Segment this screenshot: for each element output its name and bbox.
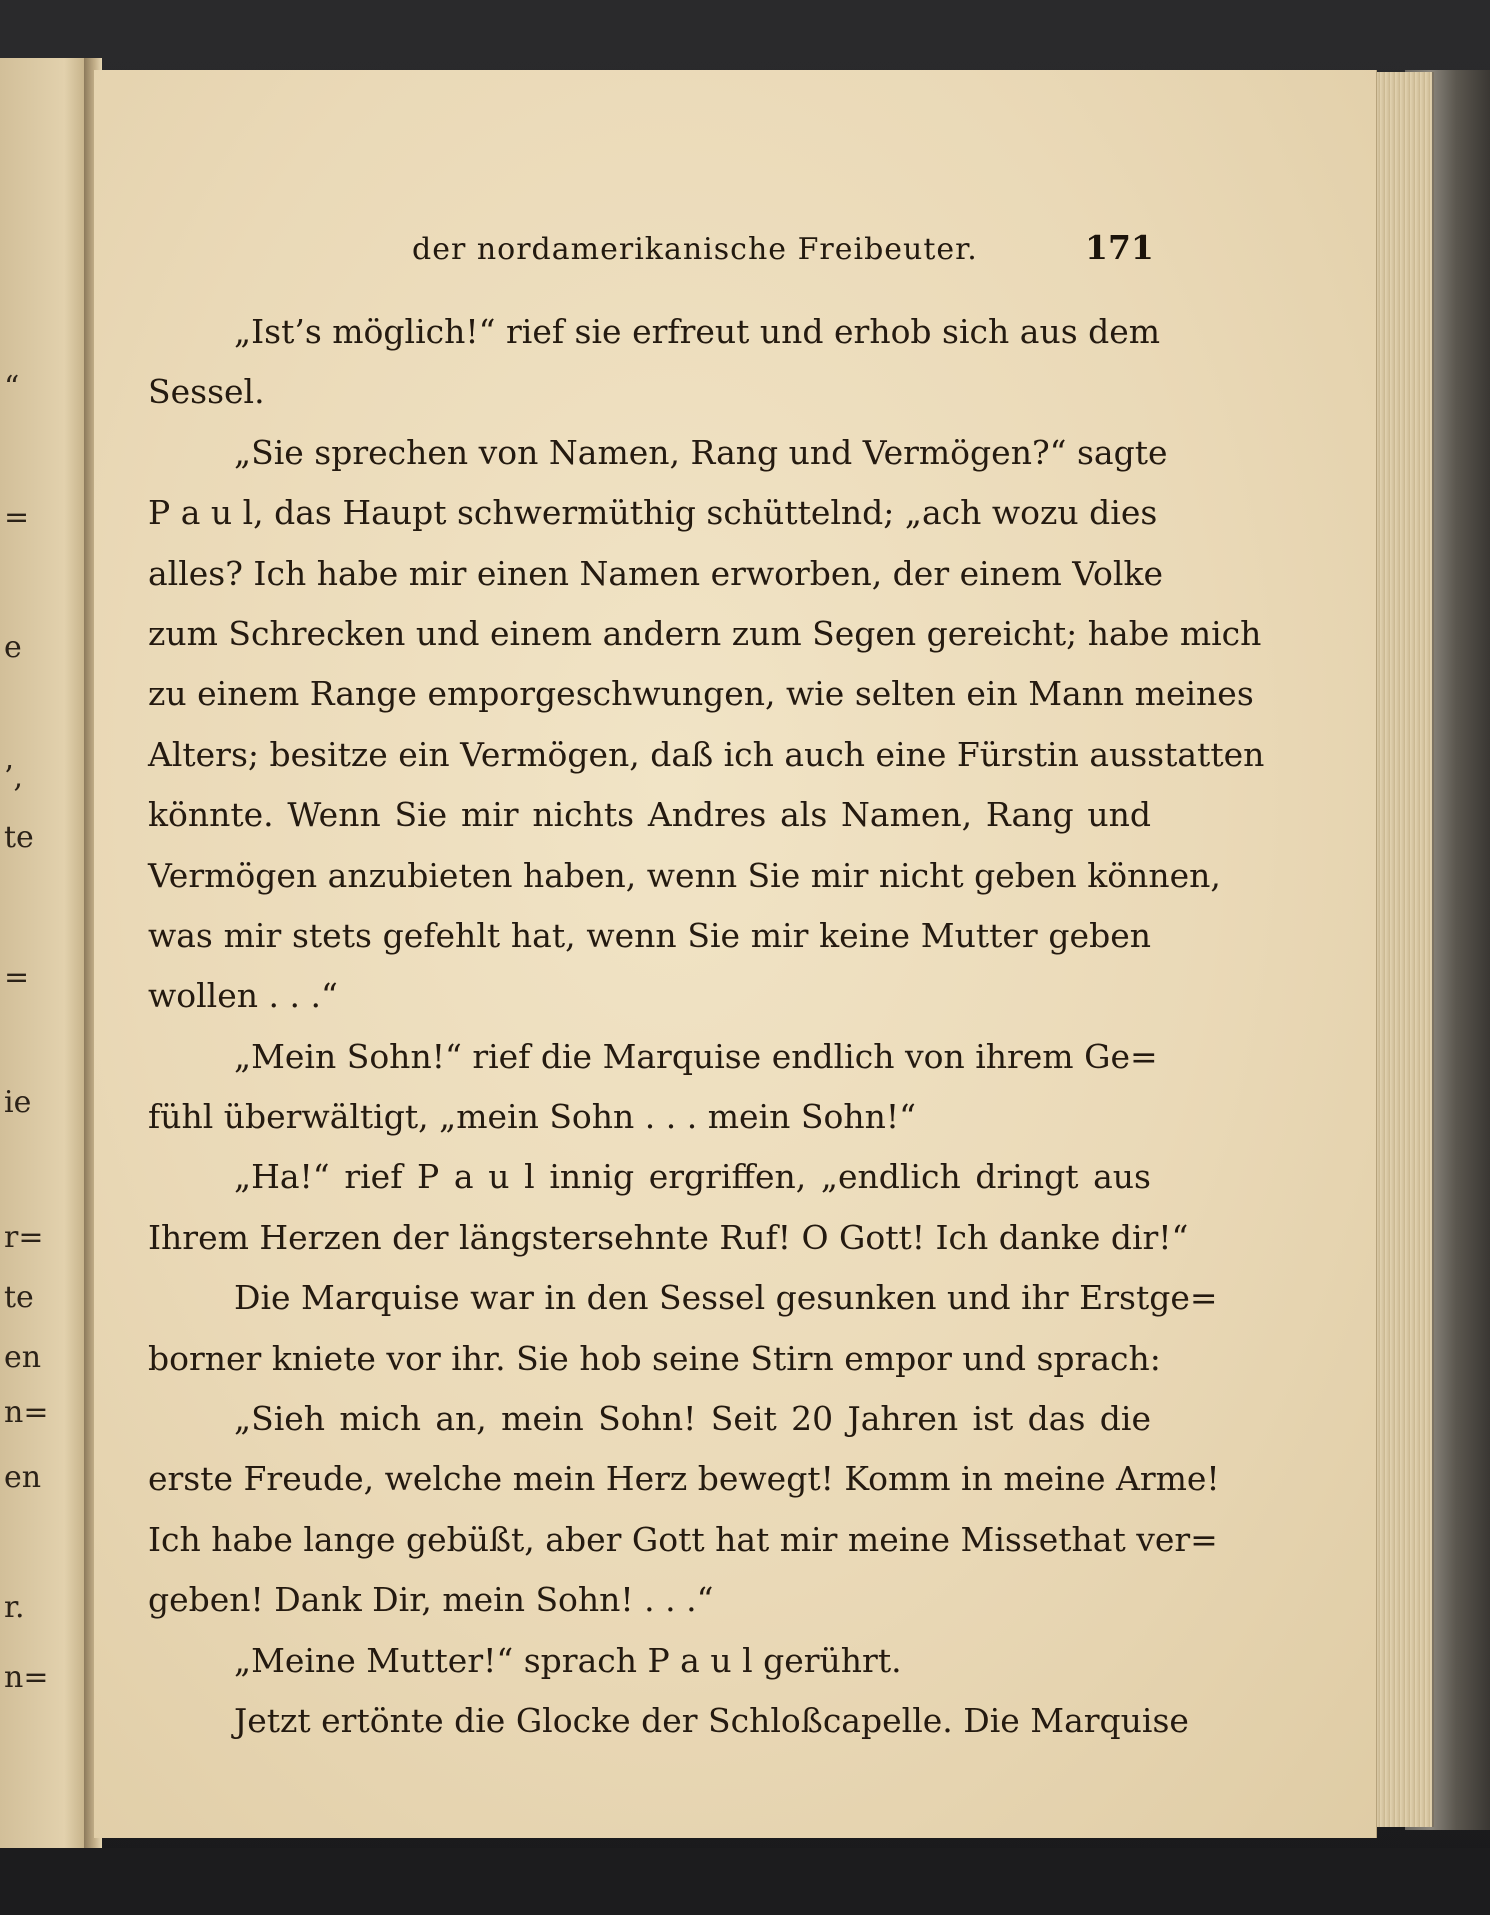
text-line: „Meine Mutter!“ sprach P a u l gerührt. (234, 1640, 902, 1680)
text-line: borner kniete vor ihr. Sie hob seine Stirn empor und sprach: (148, 1338, 1161, 1378)
page-stack-edge (1370, 72, 1434, 1827)
text-line: Ihrem Herzen der längstersehnte Ruf! O Gott! Ich danke dir!“ (148, 1217, 1189, 1257)
left-margin-fragment: te (4, 1280, 34, 1315)
left-margin-fragment: r. (4, 1590, 25, 1625)
text-line: alles? Ich habe mir einen Namen erworben, der einem Volke (148, 553, 1163, 593)
text-line: zum Schrecken und einem andern zum Segen gereicht; habe mich (148, 613, 1262, 653)
text-line: „Sieh mich an, mein Sohn! Seit 20 Jahren ist das die (234, 1399, 1151, 1439)
text-line: Alters; besitze ein Vermögen, daß ich auch eine Fürstin ausstatten (148, 734, 1265, 774)
text-line: könnte. Wenn Sie mir nichts Andres als Namen, Rang und (148, 795, 1151, 835)
page-body (148, 302, 1265, 1751)
left-margin-fragment: = (4, 500, 30, 535)
text-line: erste Freude, welche mein Herz bewegt! Komm in meine Arme! (148, 1459, 1220, 1499)
text-line: was mir stets gefehlt hat, wenn Sie mir keine Mutter geben (148, 915, 1151, 955)
text-line: Ich habe lange gebüßt, aber Gott hat mir meine Missethat ver= (148, 1519, 1218, 1559)
left-margin-fragment: e (4, 630, 22, 665)
text-line: „Sie sprechen von Namen, Rang und Vermögen?“ sagte (234, 432, 1168, 472)
left-margin-fragment: n= (4, 1660, 49, 1695)
text-line: „Ist’s möglich!“ rief sie erfreut und erhob sich aus dem (234, 312, 1161, 351)
text-line: geben! Dank Dir, mein Sohn! . . .“ (148, 1580, 714, 1620)
text-line: fühl überwältigt, „mein Sohn . . . mein Sohn!“ (148, 1097, 916, 1137)
running-title: der nordamerikanische Freibeuter. (412, 232, 978, 267)
text-line: wollen . . .“ (148, 976, 338, 1016)
text-line: Jetzt ertönte die Glocke der Schloßcapelle. Die Marquise (234, 1700, 1189, 1740)
text-line: zu einem Range emporgeschwungen, wie selten ein Mann meines (148, 674, 1254, 714)
text-line: Sessel. (148, 372, 265, 412)
page-number: 171 (1085, 228, 1154, 267)
text-line: Die Marquise war in den Sessel gesunken und ihr Erstge= (234, 1278, 1218, 1318)
left-margin-fragment: ’, (4, 760, 24, 795)
left-margin-fragment: = (4, 960, 30, 995)
left-margin-fragment: en (4, 1460, 42, 1495)
left-margin-fragment: te (4, 820, 34, 855)
text-line: „Ha!“ rief P a u l innig ergriffen, „endlich dringt aus (234, 1157, 1151, 1197)
text-line: Vermögen anzubieten haben, wenn Sie mir nicht geben können, (148, 855, 1221, 895)
page-header (150, 228, 1154, 272)
left-margin-fragment: “ (4, 370, 20, 405)
left-margin-fragment: r= (4, 1220, 44, 1255)
left-margin-fragment: n= (4, 1395, 49, 1430)
scan-background (0, 1848, 1490, 1915)
left-page-fragment (0, 58, 92, 1848)
text-line: P a u l, das Haupt schwermüthig schüttelnd; „ach wozu dies (148, 493, 1158, 533)
text-line: „Mein Sohn!“ rief die Marquise endlich von ihrem Ge= (234, 1036, 1158, 1076)
left-margin-fragment: en (4, 1340, 42, 1375)
left-margin-fragment: ie (4, 1085, 32, 1120)
